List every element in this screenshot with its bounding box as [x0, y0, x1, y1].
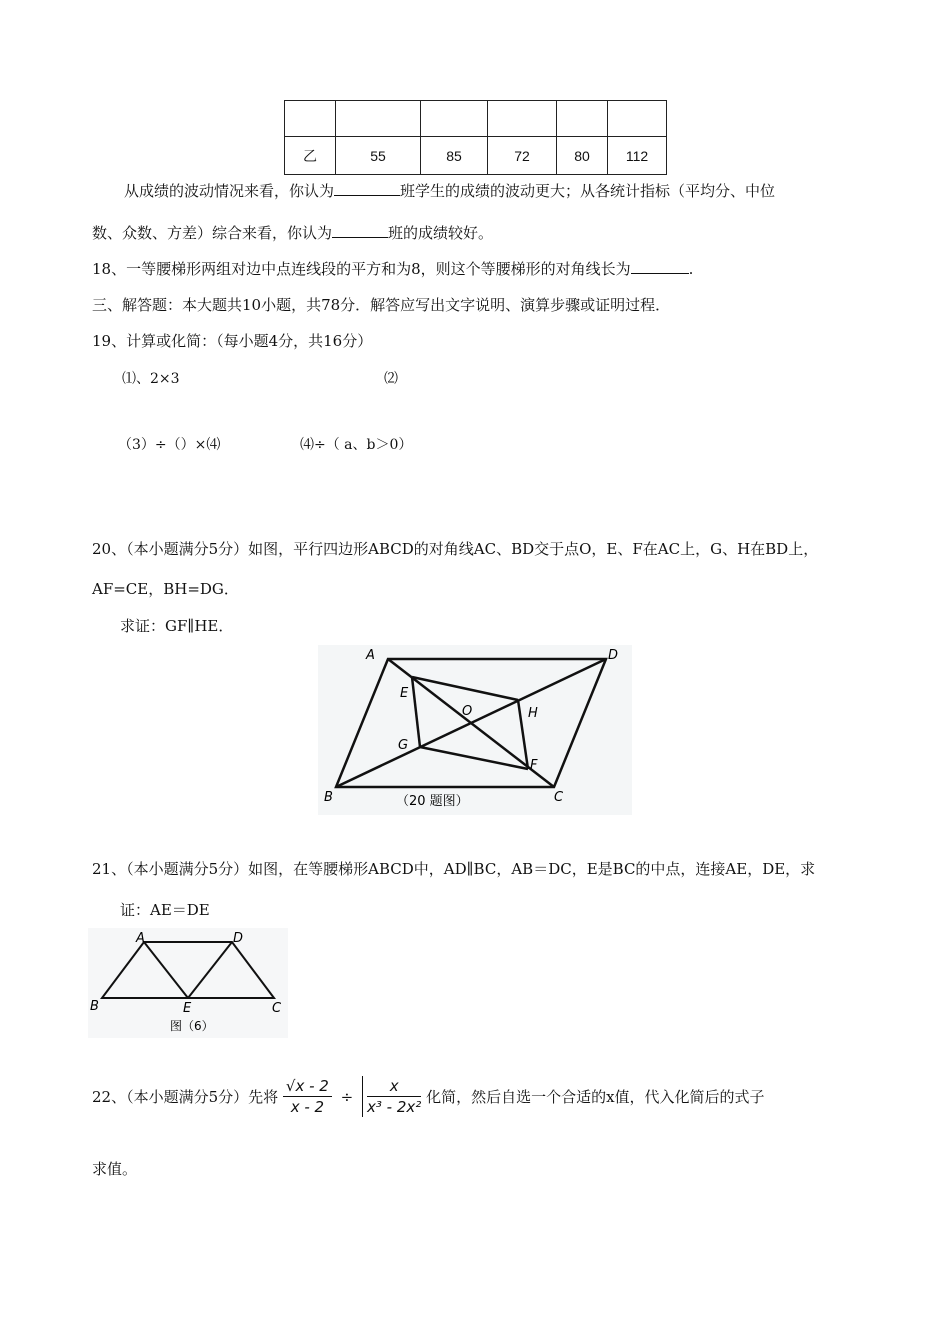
label-c: C: [272, 1001, 282, 1016]
question-22-line1: 22、（本小题满分5分）先将 $\frac{√x - 2}{x - 2}$ ÷ $\frac{x}{\text{x³ - 2x²}}$ 化简，然后自选一个合适的x值，代入化简后的式子: [92, 1077, 765, 1116]
figure-caption: 图（6）: [170, 1019, 214, 1033]
answer-blank: [631, 259, 689, 274]
answer-blank: [332, 223, 388, 238]
q19-part3: （3）÷（）×⑷: [118, 437, 221, 453]
label-c: C: [554, 790, 564, 805]
q17-line1: 从成绩的波动情况来看，你认为 班学生的成绩的波动更大；从各统计指标（平均分、中位: [124, 182, 776, 200]
table-cell: [608, 101, 667, 137]
q19-part4: ⑷÷（ a、b＞0）: [300, 437, 413, 453]
table-row: [285, 137, 667, 175]
label-h: H: [528, 706, 538, 721]
table-row: [285, 101, 667, 137]
section-3-heading: 三、解答题：本大题共10小题，共78分．解答应写出文字说明、演算步骤或证明过程．: [92, 296, 671, 314]
label-d: D: [608, 648, 619, 663]
table-cell: 112: [608, 137, 667, 175]
table-cell: 55: [336, 137, 421, 175]
table-cell: 80: [557, 137, 608, 175]
table-cell: [336, 101, 421, 137]
question-22-line2: 求值。: [92, 1160, 138, 1178]
question-21-line2: 证：AE＝DE: [120, 901, 210, 919]
q19-part1: ⑴、2×3: [122, 371, 180, 387]
table-cell: [421, 101, 488, 137]
label-g: G: [398, 738, 409, 753]
table-cell: 72: [488, 137, 557, 175]
table-cell: 85: [421, 137, 488, 175]
label-a: A: [136, 931, 145, 946]
q19-part2: ⑵: [384, 371, 398, 387]
label-a: A: [366, 648, 375, 663]
question-21-line1: 21、（本小题满分5分）如图，在等腰梯形ABCD中，AD∥BC，AB＝DC，E是BC的中点，连接AE，DE，求: [92, 860, 816, 878]
answer-blank: [334, 181, 400, 196]
label-b: B: [90, 999, 99, 1014]
question-20-line2: AF=CE，BH=DG．: [92, 580, 239, 598]
label-e: E: [183, 1001, 192, 1016]
label-e: E: [400, 686, 409, 701]
label-f: F: [530, 758, 538, 773]
table-cell: [285, 101, 336, 137]
trapezoid-figure: [88, 928, 288, 1038]
question-18: 18、一等腰梯形两组对边中点连线段的平方和为8，则这个等腰梯形的对角线长为 .: [92, 260, 694, 278]
fraction-2-radical: $\frac{x}{\text{x³ - 2x²}}$: [362, 1076, 421, 1117]
label-o: O: [462, 704, 473, 719]
table-cell: [488, 101, 557, 137]
figure-caption: （20 题图）: [396, 794, 469, 809]
fraction-1: $\frac{√x - 2}{x - 2}$: [283, 1076, 332, 1117]
question-20-line1: 20、（本小题满分5分）如图，平行四边形ABCD的对角线AC、BD交于点O，E、F在AC上，G、H在BD上，: [92, 540, 819, 558]
q17-line2: 数、众数、方差）综合来看，你认为 班的成绩较好。: [92, 224, 494, 242]
label-b: B: [324, 790, 333, 805]
table-cell: 乙: [285, 137, 336, 175]
question-19-title: 19、计算或化简：（每小题4分，共16分）: [92, 332, 373, 350]
question-20-prove: 求证：GF∥HE．: [120, 617, 234, 635]
label-d: D: [233, 931, 244, 946]
table-cell: [557, 101, 608, 137]
figure-background: [318, 645, 632, 815]
parallelogram-figure: [318, 645, 632, 815]
score-table: [284, 100, 667, 175]
